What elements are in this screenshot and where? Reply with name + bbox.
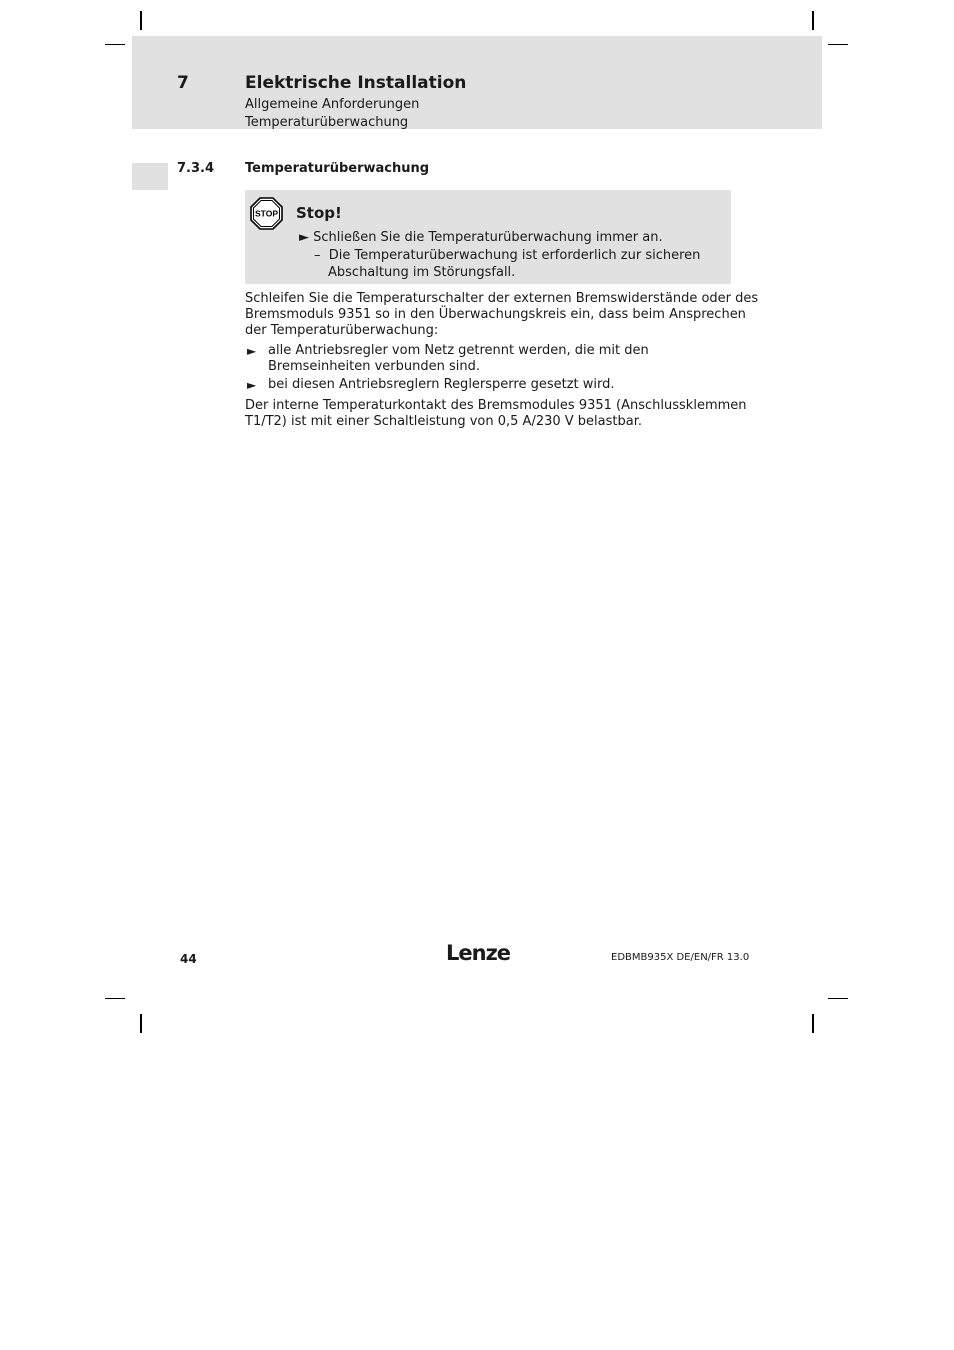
body-paragraph-line: T1/T2) ist mit einer Schaltleistung von 0,5 A/230 V belastbar.: [245, 414, 642, 429]
section-number: 7.3.4: [177, 161, 215, 176]
bullet-arrow-icon: ►: [247, 378, 257, 392]
section-title: Temperaturüberwachung: [245, 161, 430, 176]
header-band: [132, 36, 822, 129]
stop-sign-icon: [250, 197, 283, 230]
lenze-logo: Lenze: [446, 941, 511, 965]
stop-title: Stop!: [296, 204, 342, 222]
document-id: EDBMB935X DE/EN/FR 13.0: [611, 952, 750, 963]
body-paragraph-line: Bremsmoduls 9351 so in den Überwachungskreis ein, dass beim Ansprechen: [245, 307, 746, 322]
list-item-continued: Bremseinheiten verbunden sind.: [268, 359, 480, 374]
stop-action: ► Schließen Sie die Temperaturüberwachung immer an.: [299, 230, 663, 245]
crop-mark: [828, 998, 848, 999]
page-number: 44: [180, 952, 197, 966]
stop-sign-text: STOP: [255, 208, 278, 219]
crop-mark: [105, 998, 125, 999]
stop-reason-continued: Abschaltung im Störungsfall.: [328, 265, 516, 280]
list-item: alle Antriebsregler vom Netz getrennt werden, die mit den: [268, 343, 649, 358]
bullet-arrow-icon: ►: [247, 344, 257, 358]
crop-mark: [812, 1014, 814, 1033]
crop-mark: [828, 44, 848, 45]
list-item: bei diesen Antriebsreglern Reglersperre gesetzt wird.: [268, 377, 615, 392]
section-marker: [132, 163, 168, 190]
breadcrumb-item: Allgemeine Anforderungen: [245, 97, 420, 112]
body-paragraph-line: der Temperaturüberwachung:: [245, 323, 439, 338]
body-paragraph-line: Der interne Temperaturkontakt des Bremsmodules 9351 (Anschlussklemmen: [245, 398, 747, 413]
crop-mark: [140, 1014, 142, 1033]
crop-mark: [105, 44, 125, 45]
chapter-number: 7: [177, 73, 189, 93]
breadcrumb-item: Temperaturüberwachung: [245, 115, 409, 130]
action-arrow-icon: ►: [299, 230, 309, 245]
stop-reason: – Die Temperaturüberwachung ist erforderlich zur sicheren: [314, 248, 701, 263]
crop-mark: [140, 11, 142, 30]
crop-mark: [812, 11, 814, 30]
chapter-title: Elektrische Installation: [245, 73, 467, 93]
body-paragraph-line: Schleifen Sie die Temperaturschalter der externen Bremswiderstände oder des: [245, 291, 759, 306]
dash-marker: –: [314, 248, 321, 263]
